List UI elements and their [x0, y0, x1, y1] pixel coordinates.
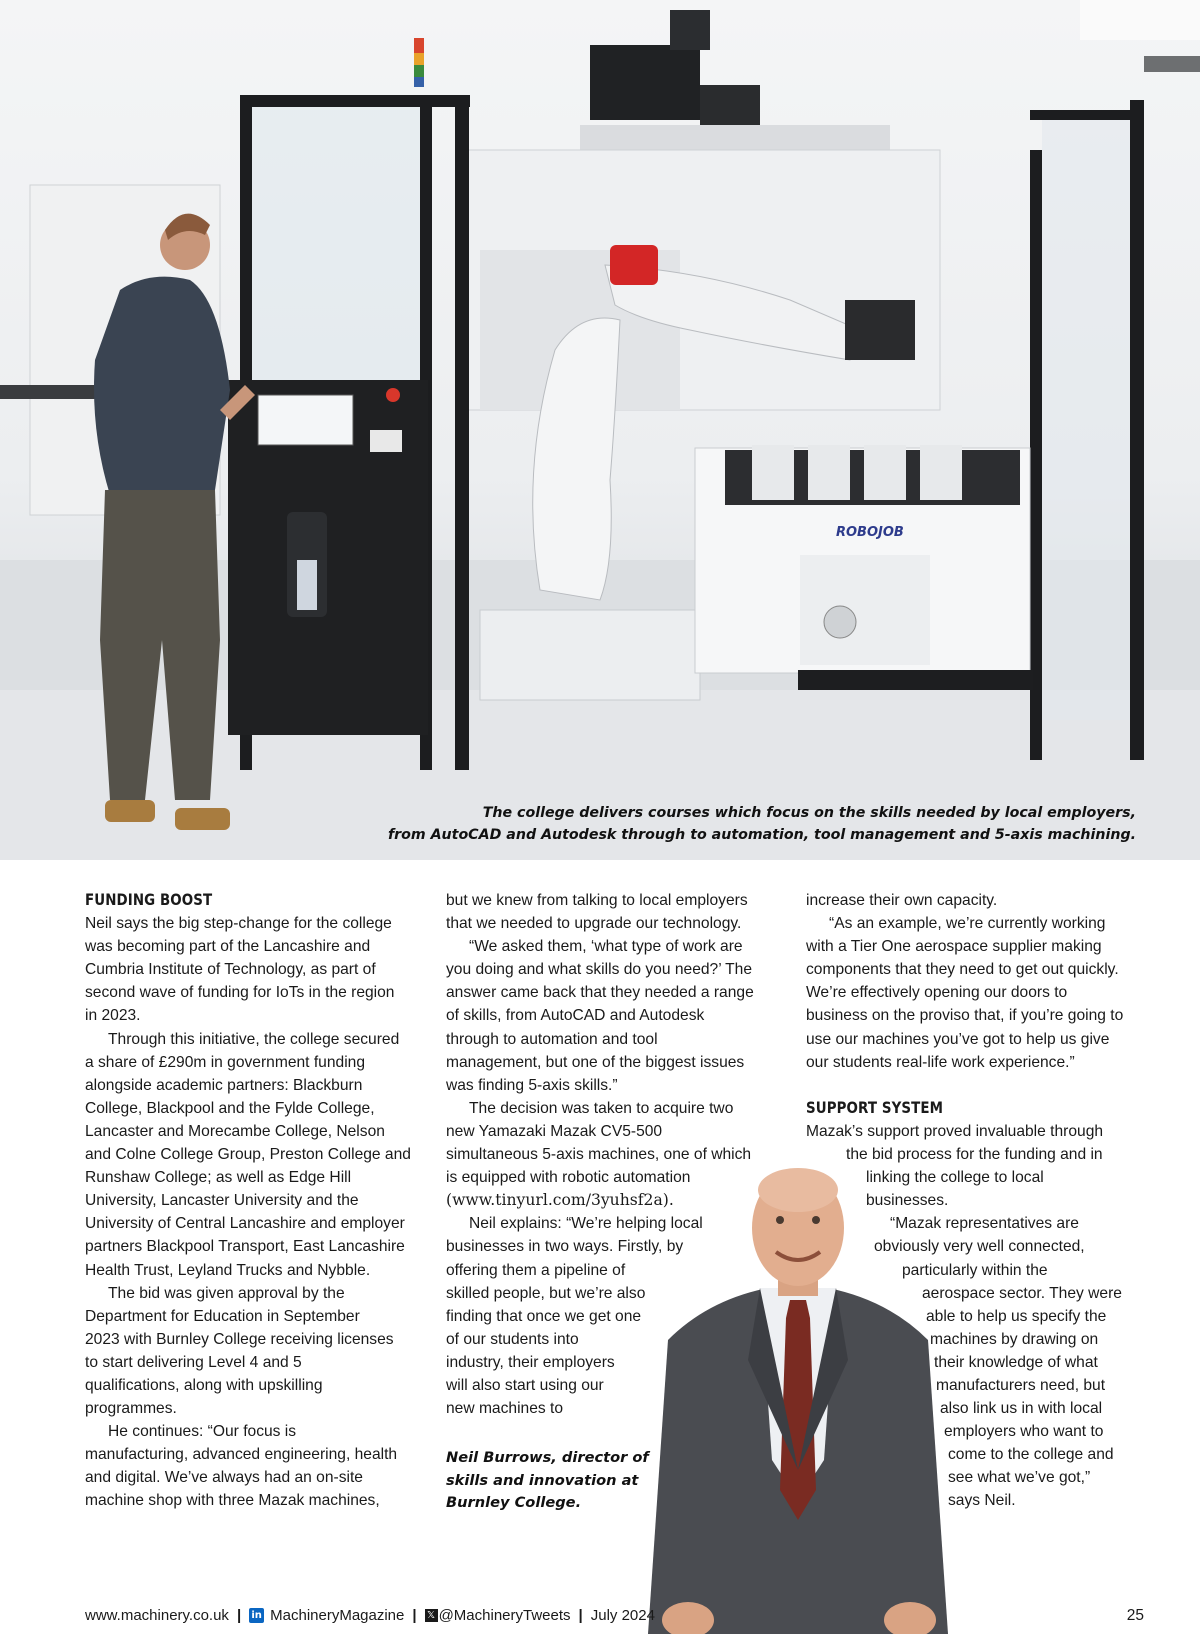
- portrait-caption: [446, 1447, 649, 1515]
- body-line: is equipped with robotic automation: [446, 1169, 691, 1187]
- body-line: “Mazak representatives are: [890, 1215, 1079, 1233]
- body-line: was finding 5-axis skills.”: [446, 1076, 618, 1094]
- body-line: also link us in with local: [940, 1400, 1103, 1418]
- spacer: [806, 1074, 1123, 1097]
- portrait-photo: [648, 1160, 948, 1634]
- linkedin-icon: in: [249, 1608, 264, 1623]
- body-line: College, Blackpool and the Fylde College,: [85, 1099, 375, 1117]
- body-line: Health Trust, Leyland Trucks and Nybble.: [85, 1261, 371, 1279]
- body-line: programmes.: [85, 1400, 177, 1418]
- body-line: of our students into: [446, 1330, 579, 1348]
- svg-text:ROBOJOB: ROBOJOB: [836, 525, 904, 540]
- body-line: particularly within the: [902, 1261, 1048, 1279]
- body-line: “As an example, we’re currently working: [829, 915, 1106, 933]
- body-line: The bid was given approval by the: [108, 1284, 345, 1302]
- body-line: will also start using our: [446, 1376, 604, 1394]
- body-line: a share of £290m in government funding: [85, 1053, 366, 1071]
- divider: |: [236, 1607, 242, 1624]
- body-line: University of Central Lancashire and employer: [85, 1215, 405, 1233]
- website-link[interactable]: www.machinery.co.uk: [85, 1607, 229, 1624]
- body-line: finding that once we get one: [446, 1307, 642, 1325]
- body-line: simultaneous 5-axis machines, one of which: [446, 1146, 752, 1164]
- photo-caption-line: The college delivers courses which focus on the skills needed by local employers,: [482, 805, 1136, 821]
- reference-link[interactable]: (www.tinyurl.com/3yuhsf2a).: [446, 1191, 674, 1210]
- body-line: 2023 with Burnley College receiving licenses: [85, 1330, 394, 1348]
- body-line: machines by drawing on: [930, 1330, 1099, 1348]
- body-line: and digital. We’ve always had an on-site: [85, 1469, 363, 1487]
- portrait-caption-line: skills and innovation at: [446, 1471, 639, 1489]
- body-line: new machines to: [446, 1400, 564, 1418]
- body-line: to start delivering Level 4 and 5: [85, 1353, 302, 1371]
- divider: |: [412, 1607, 417, 1624]
- body-line: Lancaster and Morecambe College, Nelson: [85, 1122, 385, 1140]
- body-line: partners Blackpool Transport, East Lancashire: [85, 1238, 405, 1256]
- body-line: of skills, from AutoCAD and Autodesk: [446, 1007, 705, 1025]
- body-line: Department for Education in September: [85, 1307, 360, 1325]
- body-line: Through this initiative, the college secured: [108, 1030, 400, 1048]
- body-line: was becoming part of the Lancashire and: [85, 938, 371, 956]
- body-line: through to automation and tool: [446, 1030, 658, 1048]
- body-line: answer came back that they needed a range: [446, 984, 754, 1002]
- body-line: Neil says the big step-change for the college: [85, 915, 392, 933]
- body-line: The decision was taken to acquire two: [469, 1099, 734, 1117]
- body-line: you doing and what skills do you need?’ The: [446, 961, 753, 979]
- article-column-1: [85, 889, 411, 1513]
- body-line: in 2023.: [85, 1007, 141, 1025]
- body-line: “We asked them, ‘what type of work are: [469, 938, 743, 956]
- body-line: see what we’ve got,”: [948, 1469, 1091, 1487]
- page-footer: [85, 1607, 655, 1624]
- twitter-handle[interactable]: @MachineryTweets: [438, 1607, 571, 1624]
- accent-tab: [1144, 56, 1200, 72]
- portrait-caption-line: Neil Burrows, director of: [446, 1449, 649, 1466]
- body-line: their knowledge of what: [934, 1353, 1098, 1371]
- divider: |: [578, 1607, 583, 1624]
- body-line: qualifications, along with upskilling: [85, 1376, 323, 1394]
- body-line: University, Lancaster University and the: [85, 1192, 359, 1210]
- body-line: able to help us specify the: [926, 1307, 1107, 1325]
- body-line: aerospace sector. They were: [922, 1284, 1122, 1302]
- body-line: manufacturers need, but: [936, 1376, 1106, 1394]
- body-line: We’re effectively opening our doors to: [806, 984, 1068, 1002]
- portrait-caption-line: Burnley College.: [446, 1494, 582, 1511]
- body-line: management, but one of the biggest issues: [446, 1053, 745, 1071]
- body-line: come to the college and: [948, 1446, 1114, 1464]
- body-line: but we knew from talking to local employers: [446, 892, 748, 909]
- body-line: industry, their employers: [446, 1353, 615, 1371]
- issue-date: July 2024: [590, 1607, 655, 1624]
- body-line: linking the college to local: [866, 1169, 1044, 1187]
- photo-caption-line: from AutoCAD and Autodesk through to automation, tool management and 5-axis machining.: [387, 827, 1136, 843]
- section-heading: SUPPORT SYSTEM: [806, 1098, 944, 1117]
- photo-caption: [388, 802, 1136, 846]
- body-line: Mazak’s support proved invaluable through: [806, 1122, 1104, 1140]
- body-line: our students real-life work experience.”: [806, 1053, 1075, 1071]
- body-line: offering them a pipeline of: [446, 1261, 626, 1279]
- section-heading: FUNDING BOOST: [85, 891, 213, 909]
- body-line: businesses in two ways. Firstly, by: [446, 1238, 684, 1256]
- body-line: use our machines you’ve got to help us give: [806, 1030, 1110, 1048]
- body-line: increase their own capacity.: [806, 892, 998, 909]
- body-line: alongside academic partners: Blackburn: [85, 1076, 363, 1094]
- body-line: machine shop with three Mazak machines,: [85, 1492, 380, 1510]
- body-line: components that they need to get out quickly.: [806, 961, 1119, 979]
- body-line: with a Tier One aerospace supplier making: [806, 938, 1102, 956]
- body-line: and Colne College Group, Preston College and: [85, 1146, 411, 1164]
- body-line: employers who want to: [944, 1423, 1104, 1441]
- body-line: skilled people, but we’re also: [446, 1284, 646, 1302]
- body-line: businesses.: [866, 1192, 949, 1210]
- body-line: Neil explains: “We’re helping local: [469, 1215, 703, 1233]
- page-number: 25: [1126, 1607, 1144, 1624]
- body-line: new Yamazaki Mazak CV5-500: [446, 1122, 663, 1140]
- body-line: manufacturing, advanced engineering, health: [85, 1446, 398, 1464]
- linkedin-handle[interactable]: MachineryMagazine: [270, 1607, 405, 1624]
- body-line: second wave of funding for IoTs in the region: [85, 984, 395, 1002]
- body-line: business on the proviso that, if you’re going to: [806, 1007, 1124, 1025]
- body-line: Runshaw College; as well as Edge Hill: [85, 1169, 352, 1187]
- x-twitter-icon: 𝕏: [425, 1609, 438, 1622]
- body-line: the bid process for the funding and in: [846, 1146, 1103, 1164]
- robojob-logo: [836, 522, 916, 542]
- body-line: Cumbria Institute of Technology, as part of: [85, 961, 376, 979]
- body-line: says Neil.: [948, 1492, 1016, 1510]
- body-line: obviously very well connected,: [874, 1238, 1085, 1256]
- body-line: He continues: “Our focus is: [108, 1423, 297, 1441]
- body-line: that we needed to upgrade our technology.: [446, 915, 742, 933]
